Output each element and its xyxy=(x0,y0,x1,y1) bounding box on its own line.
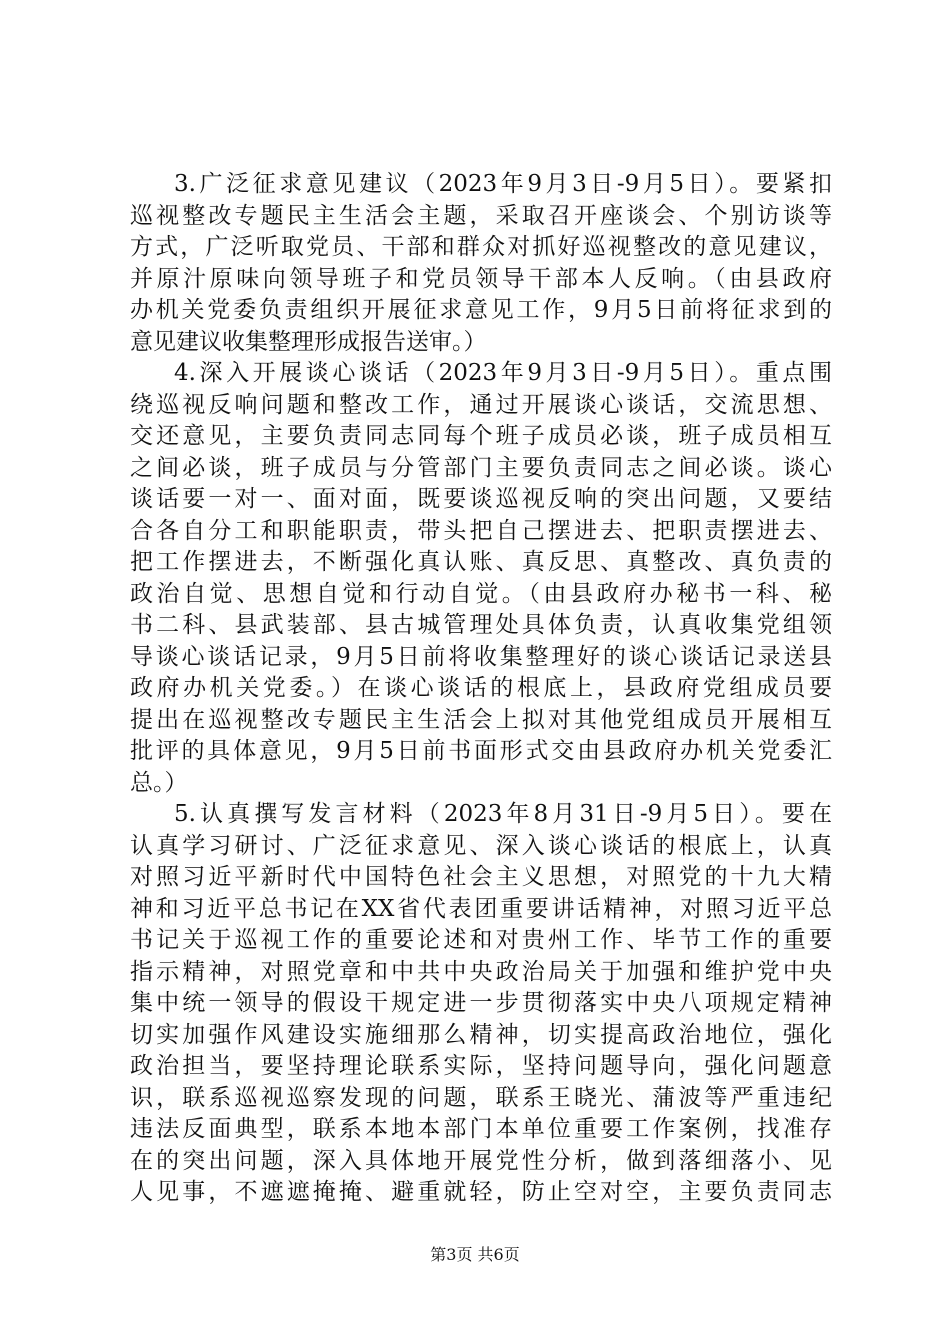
text-line: 人见事，不遮遮掩掩、避重就轻，防止空对空，主要负责同志 xyxy=(130,1179,832,1205)
text-line: 切实加强作风建设实施细那么精神，切实提高政治地位，强化 xyxy=(130,1021,832,1048)
text-line: 5.认真撰写发言材料（2023年8月31日-9月5日）。要在 xyxy=(174,801,832,827)
page-footer: 第3页 共6页 xyxy=(430,1245,520,1264)
text-line: 把工作摆进去，不断强化真认账、真反思、真整改、真负责的 xyxy=(130,549,832,575)
text-line: 对照习近平新时代中国特色社会主义思想，对照党的十九大精 xyxy=(130,864,832,890)
text-line: 在的突出问题，深入具体地开展党性分析，做到落细落小、见 xyxy=(130,1147,832,1174)
text-line: 交还意见，主要负责同志同每个班子成员必谈，班子成员相互 xyxy=(130,423,832,449)
text-line: 书二科、县武装部、县古城管理处具体负责，认真收集党组领 xyxy=(130,612,832,638)
text-line: 4.深入开展谈心谈话（2023年9月3日-9月5日）。重点围 xyxy=(174,360,832,386)
text-line: 合各自分工和职能职责，带头把自己摆进去、把职责摆进去、 xyxy=(130,517,832,544)
text-line: 之间必谈，班子成员与分管部门主要负责同志之间必谈。谈心 xyxy=(130,454,832,481)
text-line: 总。） xyxy=(130,769,188,796)
paragraph xyxy=(130,169,832,358)
text-line: 识，联系巡视巡察发现的问题，联系王晓光、蒲波等严重违纪 xyxy=(130,1084,832,1111)
text-line: 方式，广泛听取党员、干部和群众对抓好巡视整改的意见建议， xyxy=(130,234,832,260)
text-line: 政治担当，要坚持理论联系实际，坚持问题导向，强化问题意 xyxy=(130,1053,832,1079)
text-line: 政府办机关党委。）在谈心谈话的根底上，县政府党组成员要 xyxy=(130,675,832,701)
text-line: 办机关党委负责组织开展征求意见工作，9月5日前将征求到的 xyxy=(130,297,832,323)
text-line: 3.广泛征求意见建议（2023年9月3日-9月5日）。要紧扣 xyxy=(174,171,832,197)
text-line: 认真学习研讨、广泛征求意见、深入谈心谈话的根底上，认真 xyxy=(130,832,832,859)
text-line: 批评的具体意见，9月5日前书面形式交由县政府办机关党委汇 xyxy=(130,738,832,764)
paragraph xyxy=(130,358,832,799)
text-line: 政治自觉、思想自觉和行动自觉。（由县政府办秘书一科、秘 xyxy=(130,580,832,607)
text-line: 集中统一领导的假设干规定进一步贯彻落实中央八项规定精神 xyxy=(130,990,832,1016)
text-line: 导谈心谈话记录，9月5日前将收集整理好的谈心谈话记录送县 xyxy=(130,643,832,670)
text-line: 绕巡视反响问题和整改工作，通过开展谈心谈话，交流思想、 xyxy=(130,391,832,418)
text-line: 书记关于巡视工作的重要论述和对贵州工作、毕节工作的重要 xyxy=(130,927,832,953)
text-line: 提出在巡视整改专题民主生活会上拟对其他党组成员开展相互 xyxy=(130,706,832,733)
text-line: 并原汁原味向领导班子和党员领导干部本人反响。（由县政府 xyxy=(130,265,832,292)
text-line: 神和习近平总书记在XX省代表团重要讲话精神，对照习近平总 xyxy=(130,895,832,922)
text-line: 巡视整改专题民主生活会主题，采取召开座谈会、个别访谈等 xyxy=(130,202,832,229)
document-body xyxy=(130,169,832,1209)
text-line: 谈话要一对一、面对面，既要谈巡视反响的突出问题，又要结 xyxy=(130,486,832,512)
text-line: 指示精神，对照党章和中共中央政治局关于加强和维护党中央 xyxy=(130,958,832,985)
text-line: 意见建议收集整理形成报告送审。） xyxy=(130,328,487,355)
paragraph xyxy=(130,799,832,1209)
text-line: 违法反面典型，联系本地本部门本单位重要工作案例，找准存 xyxy=(130,1116,832,1142)
